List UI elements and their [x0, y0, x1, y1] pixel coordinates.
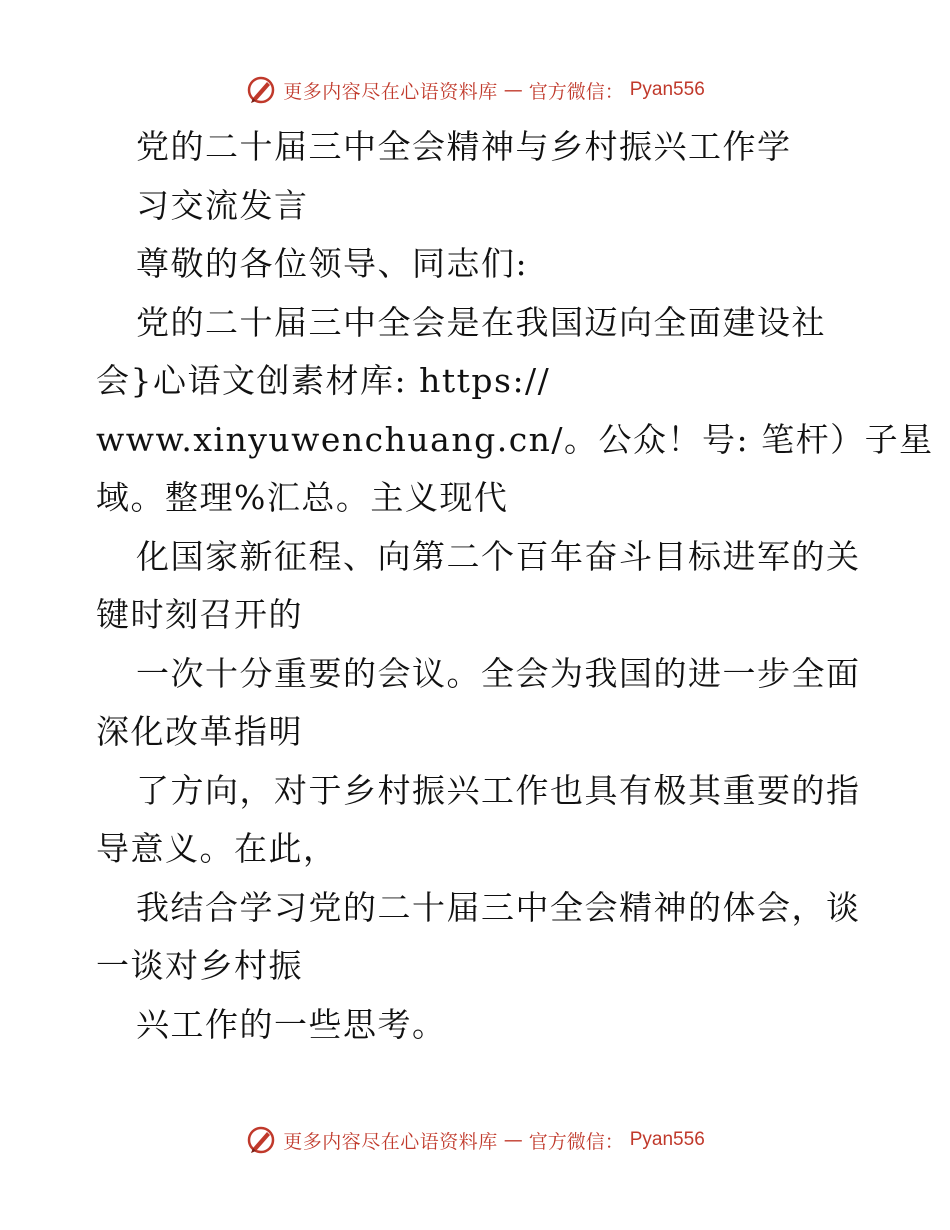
title-line-2: 习交流发言 — [136, 185, 309, 225]
pen-logo-icon — [245, 74, 277, 106]
paragraph-line: 了方向，对于乡村振兴工作也具有极其重要的指 — [136, 770, 861, 810]
watermark-dash: — — [503, 79, 523, 101]
watermark-wechat-id: Pyan556 — [629, 79, 705, 100]
paragraph-line: 兴工作的一些思考。 — [136, 1004, 447, 1044]
paragraph-line: 域。整理%汇总。主义现代 — [96, 478, 509, 517]
title-line-1: 党的二十届三中全会精神与乡村振兴工作学 — [136, 127, 792, 166]
watermark-wechat-id: Pyan556 — [629, 1129, 705, 1150]
salutation: 尊敬的各位领导、同志们: — [136, 244, 529, 283]
watermark-wechat-label: 官方微信： — [528, 80, 624, 103]
paragraph-line: 会}心语文创素材库: https:// — [96, 361, 551, 400]
paragraph-line: 键时刻召开的 — [96, 595, 303, 634]
watermark-wechat-label: 官方微信： — [528, 1130, 624, 1153]
paragraph-line: 化国家新征程、向第二个百年奋斗目标进军的关 — [136, 536, 861, 576]
paragraph-line: 一谈对乡村振 — [96, 946, 303, 985]
watermark-site-text: 更多内容尽在心语资料库 — [283, 80, 498, 103]
paragraph-line-url: www.xinyuwenchuang.cn/。公众！号: 笔杆）子星 — [96, 419, 934, 459]
paragraph-line: 导意义。在此， — [96, 829, 338, 868]
document-body — [96, 118, 934, 1054]
paragraph-line: 我结合学习党的二十届三中全会精神的体会，谈 — [136, 887, 861, 927]
watermark-site-text: 更多内容尽在心语资料库 — [283, 1130, 498, 1153]
paragraph-line: 深化改革指明 — [96, 712, 303, 751]
watermark-dash: — — [503, 1129, 523, 1151]
pen-logo-icon — [245, 1124, 277, 1156]
paragraph-line: 一次十分重要的会议。全会为我国的进一步全面 — [136, 653, 861, 693]
footer-watermark — [0, 1120, 950, 1160]
paragraph-line: 党的二十届三中全会是在我国迈向全面建设社 — [136, 302, 826, 342]
header-watermark — [0, 70, 950, 110]
